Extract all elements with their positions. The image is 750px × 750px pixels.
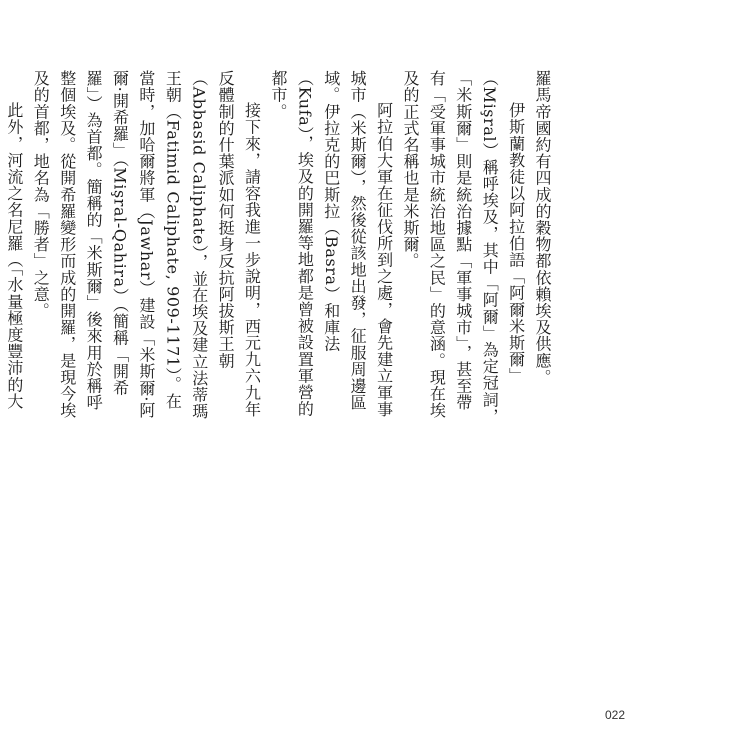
paragraph-3: 阿拉伯大軍在征伐所到之處，會先建立軍事城市（米斯爾），然後從該地出發，征服周邊區域。伊拉克的巴斯拉（Basra）和庫法（Kufa），埃及的開羅等地都是曾被設置軍營的都市。 (268, 70, 394, 418)
paragraph-4: 接下來，請容我進一步說明，西元九六九年反體制的什葉派如何挺身反抗阿拔斯王朝（Abbasid Caliphate），並在埃及建立法蒂瑪王朝（Fatimid Caliphate, 909-1171）。在當時，加哈爾將軍（Jawhar）建設「米斯爾·阿爾·開希羅」（Mişral-Qahira）（簡稱「開希羅」）為首都。簡稱的「米斯爾」後來用於稱呼整個埃及。從開希羅變形而成的開羅，是現今埃及的首都，地名為「勝者」之意。 (31, 70, 262, 420)
page-number: 022 (604, 708, 625, 722)
paragraph-2: 伊斯蘭教徒以阿拉伯語「阿爾米斯爾」（Mişral）稱呼埃及，其中「阿爾」為定冠詞，「米斯爾」則是統治據點「軍事城市」，甚至帶有「受軍事城市統治地區之民」的意涵。現在埃及的正式名稱也是米斯爾。 (400, 70, 526, 425)
paragraph-1: 羅馬帝國約有四成的穀物都依賴埃及供應。 (533, 70, 552, 386)
vertical-body-text (0, 70, 555, 425)
paragraph-5: 此外，河流之名尼羅（「水量極度豐沛的大 (4, 102, 24, 410)
